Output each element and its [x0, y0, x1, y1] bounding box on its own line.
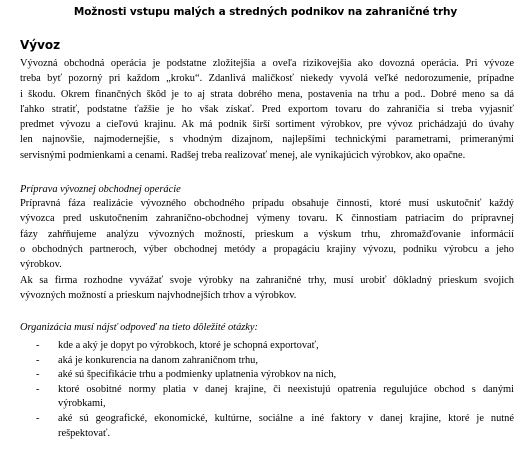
question-item [36, 383, 514, 412]
bullet-marker: - [36, 369, 40, 381]
document-title: Možnosti vstupu malých a stredných podnikov na zahraničné trhy [73, 6, 458, 18]
research-paragraph-line: Ak sa firma rozhodne vyvážať svoje výrobky na zahraničné trhy, musí urobiť dôkladný prieskum svojich [20, 275, 514, 286]
intro-paragraph-line: predmet vývozu a cieľovú krajinu. Ak má podnik širší sortiment výrobkov, pre vývoz prichádzajú do úvahy [20, 119, 514, 131]
research-paragraph [20, 273, 514, 304]
question-text: aké sú špecifikácie trhu a podmienky uplatnenia výrobkov na nich, [58, 369, 337, 381]
question-text: aké sú geografické, ekonomické, kultúrne, sociálne a iné faktory v danej krajine, ktoré je nutné [58, 412, 514, 424]
preparation-paragraph-line: fázy zahŕňujeme analýzu vývozných možností, prieskum a výskum trhu, zhromažďovanie informácií [20, 228, 514, 240]
subheading-preparation: Príprava vývoznej obchodnej operácie [20, 184, 181, 195]
question-item [36, 354, 514, 369]
preparation-paragraph-line: o obchodných partneroch, výber obchodnej metódy a propagáciu krajiny vývozu, podniku výrobcu a jeho [20, 243, 514, 255]
intro-paragraph-line: ľahko stratiť, podstatne ťažšie je ho však získať. Pred exportom tovaru do zahraničia si treba vyjasniť [20, 103, 514, 115]
subheading-questions: Organizácia musí nájsť odpoveď na tieto dôležité otázky: [20, 322, 258, 333]
preparation-paragraph [20, 196, 514, 272]
intro-paragraph-line: len najnovšie, najmodernejšie, s vhodným dizajnom, najlepšími technickými parametrami, primeranými [20, 134, 514, 146]
intro-paragraph-line: servisnými podmienkami a cenami. Radšej treba realizovať menej, ale vynikajúcich výrobkov, ako opačne. [20, 149, 466, 161]
preparation-paragraph-line: výrobkov. [20, 259, 62, 271]
bullet-marker: - [36, 383, 40, 395]
question-item [36, 412, 514, 441]
section-heading: Vývoz [20, 38, 61, 52]
question-text: výrobkami, [58, 398, 106, 410]
question-text: kde a aký je dopyt po výrobkoch, ktoré je schopná exportovať, [58, 340, 319, 351]
intro-paragraph-line: Vývozná obchodná operácia je podstatne zložitejšia a oveľa rizikovejšia ako dovozná operácia. Pri vývoze [20, 58, 514, 69]
question-text: ktoré osobitné normy platia v danej krajine, či neexistujú opatrenia regulujúce obchod s danými [58, 383, 514, 395]
question-text: rešpektovať. [58, 427, 111, 439]
research-paragraph-line: vývozných možností a prieskum najvhodnejších trhov a výrobkov. [20, 290, 297, 302]
intro-paragraph-line: treba byť pozorný pri každom „kroku“. Zdanlivá maličkosť niekedy vyvolá veľké nedorozumenie, prípadne [20, 73, 514, 85]
question-item [36, 368, 514, 383]
bullet-marker: - [36, 412, 40, 424]
question-item [36, 339, 514, 354]
intro-paragraph [20, 56, 514, 163]
bullet-marker: - [36, 354, 40, 366]
bullet-marker: - [36, 340, 40, 351]
questions-list [36, 339, 514, 441]
preparation-paragraph-line: Prípravná fáza realizácie vývozného obchodného prípadu obsahuje činnosti, ktoré musí uskutočniť každý [20, 198, 514, 209]
intro-paragraph-line: i škodu. Okrem finančných škôd je to aj strata dobrého mena, postavenia na trhu a pod.. Dobré meno sa dá [20, 88, 514, 100]
question-text: aká je konkurencia na danom zahraničnom trhu, [58, 354, 258, 366]
preparation-paragraph-line: vývozca pred uskutočnením zahraničnо-obchodnej výmeny tovaru. K činnostiam patriacim do prípravnej [20, 213, 514, 225]
